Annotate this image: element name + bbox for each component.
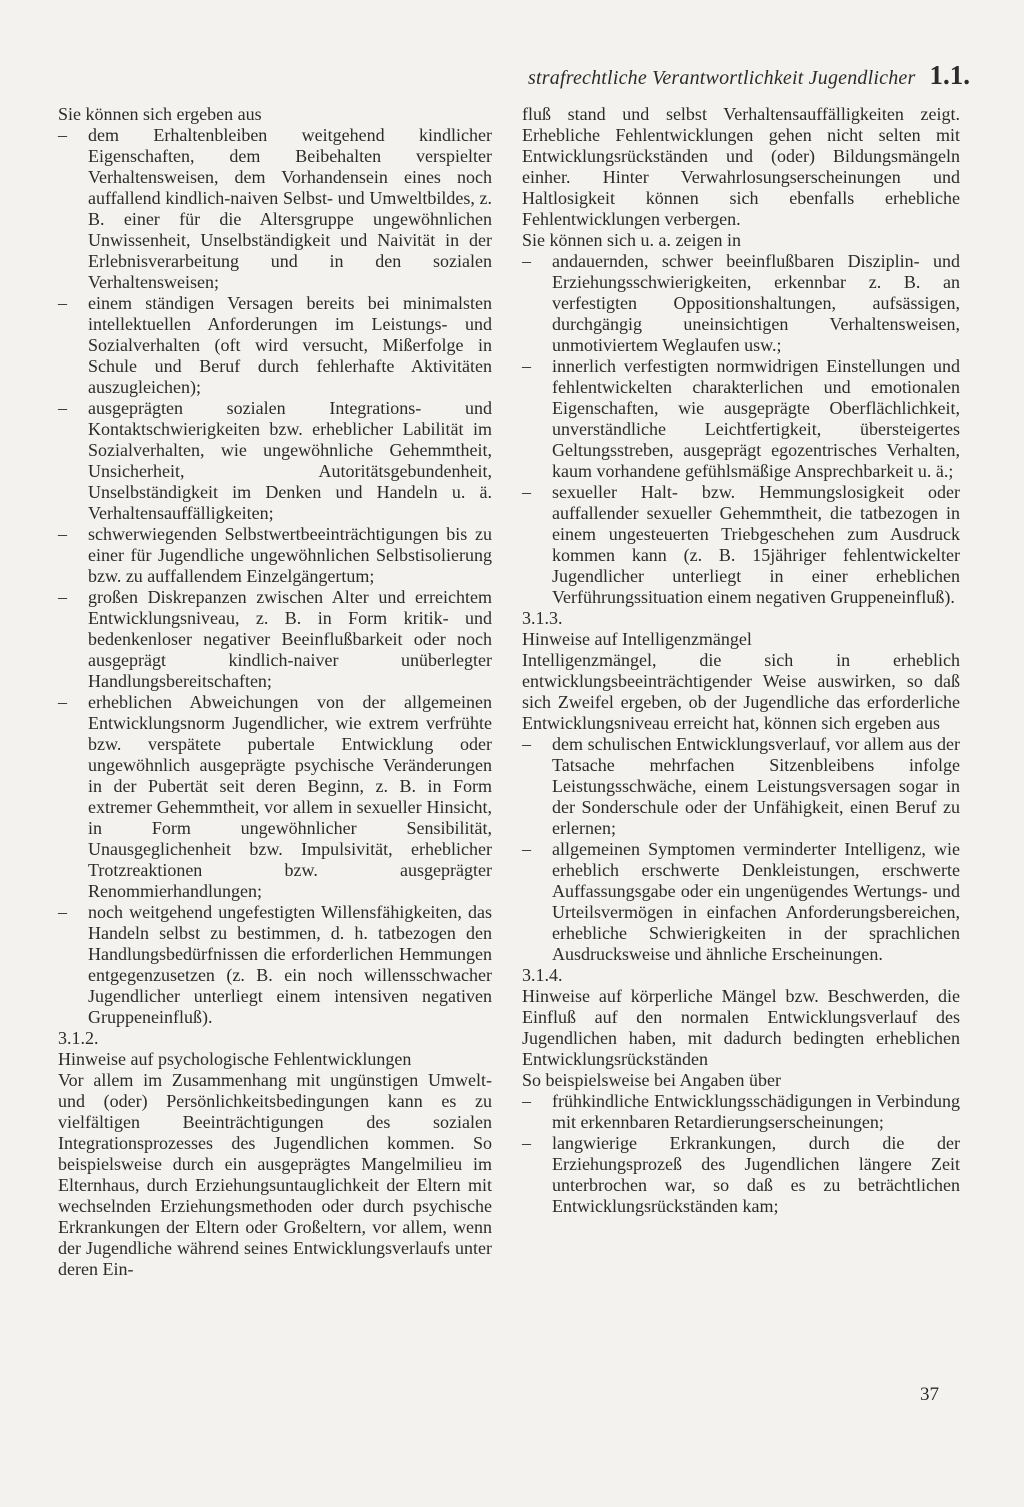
dash-bullet: –: [58, 524, 67, 544]
dash-bullet: –: [522, 251, 531, 271]
list-item: – allgemeinen Symptomen verminderter Intelligenz, wie erheblich erschwerte Denkleistungen, erschwerte Auffassungsgabe oder ein ungenügendes Wertungs- und Urteilsvermögen in einfachen Anforderungsbereichen, erhebliche Schwierigkeiten in der sprachlichen Ausdrucksweise und ähnliche Erscheinungen.: [522, 839, 960, 964]
continuation-text: fluß stand und selbst Verhaltensauffälligkeiten zeigt. Erhebliche Fehlentwicklungen gehen nicht selten mit Entwicklungsrückständen und (oder) Bildungsmängeln einher. Hinter Verwahrlosungserscheinungen und Haltlosigkeit können sich ebenfalls erhebliche Fehlentwicklungen verbergen.: [522, 104, 960, 229]
list-item: – dem Erhaltenbleiben weitgehend kindlicher Eigenschaften, dem Beibehalten verspielter Verhaltensweisen, dem Vorhandensein eines noch auffallend kindlich-naiven Selbst- und Umweltbildes, z. B. einer für die Altersgruppe ungewöhnlichen Unwissenheit, Unselbständigkeit und Naivität in der Erlebnisverarbeitung und in den sozialen Verhaltensweisen;: [58, 125, 492, 292]
list-1: [58, 125, 492, 1028]
header-title: strafrechtliche Verantwortlichkeit Jugendlicher: [528, 67, 916, 89]
right-column: [522, 104, 960, 1217]
list-item: – großen Diskrepanzen zwischen Alter und erreichtem Entwicklungsniveau, z. B. in Form kritik- und bedenkenloser negativer Beeinflußbarkeit oder noch ausgeprägt kindlich-naiver unüberlegter Handlungsbereitschaften;: [58, 587, 492, 691]
list-item: – andauernden, schwer beeinflußbaren Disziplin- und Erziehungsschwierigkeiten, erkennbar z. B. an verfestigten Oppositionshaltungen, aufsässigen, durchgängig uneinsichtigen Verhaltensweisen, unmotiviertem Weglaufen usw.;: [522, 251, 960, 355]
dash-bullet: –: [522, 482, 531, 502]
section-3-1-2-title: Hinweise auf psychologische Fehlentwicklungen: [58, 1049, 412, 1069]
list-item: – dem schulischen Entwicklungsverlauf, vor allem aus der Tatsache mehrfachen Sitzenbleibens infolge Leistungsschwäche, einem Leistungsversagen sogar in der Sonderschule oder der Unfähigkeit, einen Beruf zu erlernen;: [522, 734, 960, 838]
dash-bullet: –: [522, 1091, 531, 1111]
running-header: [500, 60, 970, 91]
section-3-1-3-text: Intelligenzmängel, die sich in erheblich entwicklungsbeeinträchtigender Weise auswirken, so daß sich Zweifel ergeben, ob der Jugendliche das erforderliche Entwicklungsniveau erreicht hat, können sich ergeben aus: [522, 650, 960, 733]
section-3-1-3-title: Hinweise auf Intelligenzmängel: [522, 629, 752, 649]
left-column: [58, 104, 492, 1280]
dash-bullet: –: [58, 125, 67, 145]
list-item: – schwerwiegenden Selbstwertbeeinträchtigungen bis zu einer für Jugendliche ungewöhnlichen Selbstisolierung bzw. zu auffallendem Einzelgängertum;: [58, 524, 492, 586]
dash-bullet: –: [522, 1133, 531, 1153]
list-item: – ausgeprägten sozialen Integrations- und Kontaktschwierigkeiten bzw. erheblicher Labilität im Sozialverhalten, wie ungewöhnliche Gehemmtheit, Unsicherheit, Autoritätsgebundenheit, Unselbständigkeit im Denken und Handeln u. ä. Verhaltensauffälligkeiten;: [58, 398, 492, 523]
dash-bullet: –: [522, 356, 531, 376]
section-3-1-4-text: Hinweise auf körperliche Mängel bzw. Beschwerden, die Einfluß auf den normalen Entwicklungsverlauf des Jugendlichen haben, mit dadurch bedingten erheblichen Entwicklungsrückständen: [522, 986, 960, 1069]
list-4: [522, 1091, 960, 1217]
dash-bullet: –: [58, 902, 67, 922]
list-item: – noch weitgehend ungefestigten Willensfähigkeiten, das Handeln selbst zu bestimmen, d. h. tatbezogen den Handlungsbedürfnissen die erforderlichen Hemmungen entgegenzusetzen (z. B. ein noch willensschwacher Jugendlicher unterliegt einem intensiven negativen Gruppeneinfluß).: [58, 902, 492, 1027]
list-item: – innerlich verfestigten normwidrigen Einstellungen und fehlentwickelten charakterlichen und emotionalen Eigenschaften, wie ausgeprägte Oberflächlichkeit, unverständliche Leichtfertigkeit, übersteigertes Geltungsstreben, ausgeprägt egozentrisches Verhalten, kaum vorhandene gefühlsmäßige Ansprechbarkeit u. ä.;: [522, 356, 960, 481]
section-3-1-3-number: 3.1.3.: [522, 608, 563, 628]
dash-bullet: –: [58, 587, 67, 607]
dash-bullet: –: [522, 839, 531, 859]
intro-text: Sie können sich ergeben aus: [58, 104, 262, 124]
section-3-1-2-text: Vor allem im Zusammenhang mit ungünstigen Umwelt- und (oder) Persönlichkeitsbedingungen kann es zu vielfältigen Beeinträchtigungen des sozialen Integrationsprozesses des Jugendlichen kommen. So beispielsweise durch ein ausgeprägtes Mangelmilieu im Elternhaus, durch Erziehungsuntauglichkeit der Eltern mit wechselnden Erziehungsmethoden oder durch psychische Erkrankungen der Eltern oder Großeltern, vor allem, wenn der Jugendliche während seines Entwicklungsverlaufs unter deren Ein-: [58, 1070, 492, 1279]
intro-text-2: Sie können sich u. a. zeigen in: [522, 230, 741, 250]
list-item: – frühkindliche Entwicklungsschädigungen in Verbindung mit erkennbaren Retardierungserscheinungen;: [522, 1091, 960, 1132]
dash-bullet: –: [58, 398, 67, 418]
list-3: [522, 734, 960, 965]
list-item: – langwierige Erkrankungen, durch die der Erziehungsprozeß des Jugendlichen längere Zeit unterbrochen war, so daß es zu beträchtlichen Entwicklungsrückständen kam;: [522, 1133, 960, 1216]
list-item: – erheblichen Abweichungen von der allgemeinen Entwicklungsnorm Jugendlicher, wie extrem verfrühte bzw. verspätete pubertale Entwicklung oder ungewöhnlich ausgeprägte psychische Veränderungen in der Pubertät seit deren Beginn, z. B. in Form extremer Gehemmtheit, vor allem in sexueller Hinsicht, in Form ungewöhnlicher Sensibilität, Unausgeglichenheit bzw. Impulsivität, erheblicher Trotzreaktionen bzw. ausgeprägter Renommierhandlungen;: [58, 692, 492, 901]
dash-bullet: –: [58, 692, 67, 712]
dash-bullet: –: [522, 734, 531, 754]
section-3-1-4-number: 3.1.4.: [522, 965, 563, 985]
intro-text-4: So beispielsweise bei Angaben über: [522, 1070, 781, 1090]
list-item: – einem ständigen Versagen bereits bei minimalsten intellektuellen Anforderungen im Leistungs- und Sozialverhalten (oft wird versucht, Mißerfolge in Schule und Beruf durch fehlerhafte Aktivitäten auszugleichen);: [58, 293, 492, 397]
list-2: [522, 251, 960, 608]
dash-bullet: –: [58, 293, 67, 313]
section-number: 1.1.: [929, 60, 970, 90]
page-number: 37: [920, 1384, 939, 1405]
list-item: – sexueller Halt- bzw. Hemmungslosigkeit oder auffallender sexueller Gehemmtheit, die tatbezogen in einem ungesteuerten Triebgeschehen zum Ausdruck kommen kann (z. B. 15jähriger fehlentwickelter Jugendlicher unterliegt in einer erheblichen Verführungssituation einem negativen Gruppeneinfluß).: [522, 482, 960, 607]
section-3-1-2-number: 3.1.2.: [58, 1028, 99, 1048]
